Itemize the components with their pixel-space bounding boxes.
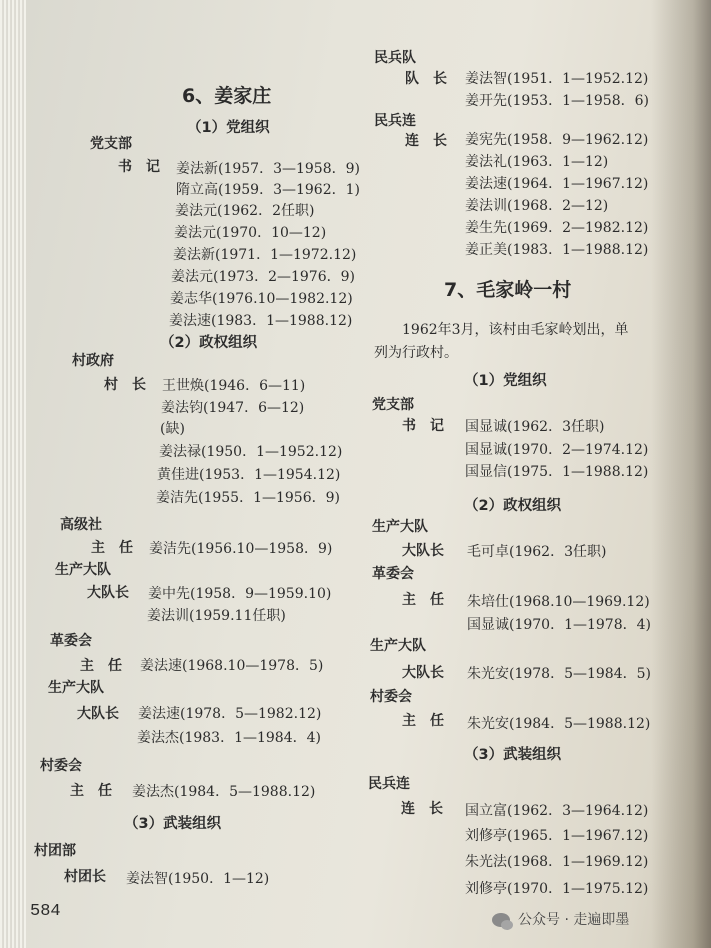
secretary-entry: 姜法新(1957．3—1958．9) (176, 161, 360, 177)
page-number: 584 (30, 902, 61, 921)
label-militia-company: 民兵连 (374, 113, 416, 129)
brigade-leader-entry: 姜法训(1959.11任职) (147, 608, 286, 624)
company-commander-entry: 姜法礼(1963．1—12) (465, 154, 609, 170)
label-team-leader: 队 长 (405, 71, 447, 87)
committee-director-entry: 姜法速(1968.10—1978．5) (140, 658, 324, 674)
label-director: 主 任 (402, 713, 444, 729)
wechat-icon (492, 913, 510, 927)
label-brigade-leader: 大队长 (402, 665, 444, 681)
subheading-government: （2）政权组织 (160, 335, 258, 351)
label-village-government: 村政府 (72, 353, 114, 369)
brigade-leader-entry: 姜法杰(1983．1—1984．4) (137, 730, 321, 746)
regiment-leader-entry: 姜法智(1950．1—12) (126, 871, 270, 887)
secretary-entry: 姜法新(1971．1—1972.12) (173, 247, 357, 263)
label-production-brigade: 生产大队 (55, 562, 111, 578)
label-production-brigade: 生产大队 (372, 519, 428, 535)
brigade-leader-entry: 姜中先(1958．9—1959.10) (148, 586, 332, 602)
village-head-entry: 姜法禄(1950．1—1952.12) (159, 444, 343, 460)
company-commander-entry: 刘修亭(1965．1—1967.12) (465, 828, 649, 844)
label-brigade-leader: 大队长 (87, 585, 129, 601)
village-committee-director-entry: 朱光安(1984．5—1988.12) (467, 716, 651, 732)
secretary-entry: 姜法元(1962．2任职) (175, 203, 315, 219)
label-regiment-leader: 村团长 (64, 869, 106, 885)
label-director: 主 任 (70, 783, 112, 799)
brigade-leader-entry: 姜法速(1978．5—1982.12) (138, 706, 322, 722)
label-village-head: 村 长 (104, 377, 146, 393)
subheading-government: （2）政权组织 (464, 498, 562, 514)
subheading-party: （1）党组织 (187, 120, 270, 136)
brigade-leader-entry: 毛可卓(1962．3任职) (467, 544, 607, 560)
label-party-branch: 党支部 (372, 397, 414, 413)
label-secretary: 书 记 (118, 159, 160, 175)
company-commander-entry: 姜宪先(1958．9—1962.12) (465, 132, 649, 148)
coop-director-entry: 姜洁先(1956.10—1958．9) (149, 541, 333, 557)
village-head-entry: (缺) (160, 421, 185, 437)
secretary-entry: 国显诚(1962．3任职) (465, 419, 605, 435)
subheading-party: （1）党组织 (464, 373, 547, 389)
company-commander-entry: 姜正美(1983．1—1988.12) (465, 242, 649, 258)
label-village-regiment: 村团部 (34, 843, 76, 859)
page-gutter-shadow (651, 0, 711, 948)
village-head-entry: 黄佳进(1953．1—1954.12) (157, 467, 341, 483)
watermark-text: 公众号 · 走遍即墨 (518, 912, 630, 928)
secretary-entry: 隋立高(1959．3—1962．1) (176, 182, 360, 198)
section-title-maojialing: 7、毛家岭一村 (444, 279, 572, 301)
label-advanced-coop: 高级社 (60, 517, 102, 533)
label-director: 主 任 (91, 540, 133, 556)
label-village-committee: 村委会 (370, 689, 412, 705)
label-company-commander: 连 长 (401, 801, 443, 817)
company-commander-entry: 姜生先(1969．2—1982.12) (465, 220, 649, 236)
company-commander-entry: 刘修亭(1970．1—1975.12) (465, 881, 649, 897)
label-secretary: 书 记 (402, 418, 444, 434)
label-party-branch: 党支部 (90, 136, 132, 152)
subheading-armed: （3）武装组织 (464, 747, 562, 763)
label-production-brigade: 生产大队 (370, 638, 426, 654)
village-head-entry: 姜洁先(1955．1—1956．9) (156, 490, 340, 506)
label-revolutionary-committee: 革委会 (372, 566, 414, 582)
section-title-jiangjiazhuang: 6、姜家庄 (182, 85, 272, 107)
company-commander-entry: 朱光法(1968．1—1969.12) (465, 854, 649, 870)
secretary-entry: 姜志华(1976.10—1982.12) (170, 291, 353, 307)
village-head-entry: 姜法钧(1947．6—12) (161, 400, 305, 416)
intro-text: 1962年3月，该村由毛家岭划出，单 (402, 322, 629, 338)
village-head-entry: 王世焕(1946．6—11) (162, 378, 306, 394)
secretary-entry: 国显信(1975．1—1988.12) (465, 464, 649, 480)
team-leader-entry: 姜法智(1951．1—1952.12) (465, 71, 649, 87)
company-commander-entry: 国立富(1962．3—1964.12) (465, 803, 649, 819)
secretary-entry: 姜法元(1973．2—1976．9) (171, 269, 355, 285)
team-leader-entry: 姜开先(1953．1—1958．6) (465, 93, 649, 109)
label-director: 主 任 (402, 592, 444, 608)
label-production-brigade: 生产大队 (48, 680, 104, 696)
secretary-entry: 姜法元(1970．10—12) (174, 225, 327, 241)
village-committee-director-entry: 姜法杰(1984．5—1988.12) (132, 784, 316, 800)
label-company-commander: 连 长 (405, 133, 447, 149)
label-brigade-leader: 大队长 (77, 706, 119, 722)
secretary-entry: 姜法速(1983．1—1988.12) (169, 313, 353, 329)
committee-director-entry: 国显诚(1970．1—1978．4) (467, 617, 651, 633)
subheading-armed: （3）武装组织 (124, 816, 222, 832)
brigade-leader-entry: 朱光安(1978．5—1984．5) (467, 666, 651, 682)
label-revolutionary-committee: 革委会 (50, 633, 92, 649)
label-militia-team: 民兵队 (374, 50, 416, 66)
label-militia-company: 民兵连 (368, 776, 410, 792)
page-edge-stack (0, 0, 26, 948)
label-village-committee: 村委会 (40, 758, 82, 774)
company-commander-entry: 姜法速(1964．1—1967.12) (465, 176, 649, 192)
committee-director-entry: 朱培仕(1968.10—1969.12) (467, 594, 650, 610)
intro-text: 列为行政村。 (374, 345, 458, 361)
secretary-entry: 国显诚(1970．2—1974.12) (465, 442, 649, 458)
label-director: 主 任 (80, 658, 122, 674)
company-commander-entry: 姜法训(1968．2—12) (465, 198, 609, 214)
label-brigade-leader: 大队长 (402, 543, 444, 559)
